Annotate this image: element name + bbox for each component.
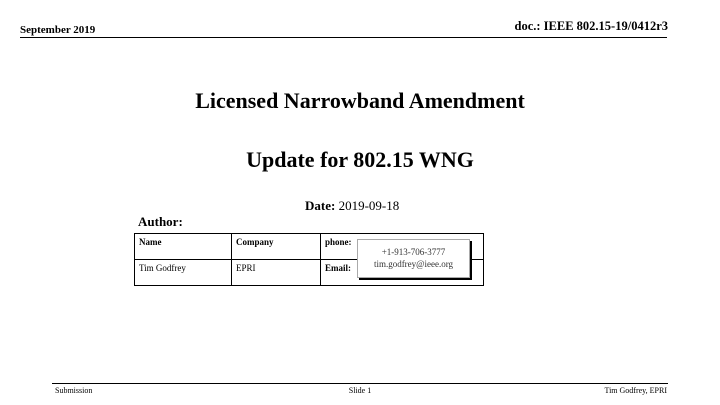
author-label: Author: [138, 214, 183, 229]
footer-slide-number: Slide 1 [348, 386, 372, 395]
header-doc-id: doc.: IEEE 802.15-19/0412r3 [514, 19, 668, 33]
footer-divider [52, 383, 668, 384]
author-company: EPRI [232, 260, 321, 286]
header-date: September 2019 [20, 24, 96, 36]
contact-phone: +1-913-706-3777 [381, 247, 446, 257]
header-phone: phone: [321, 234, 484, 260]
slide-subtitle: Update for 802.15 WNG [246, 147, 474, 172]
header-divider [20, 37, 667, 38]
header-name: Name [135, 234, 232, 260]
author-name: Tim Godfrey [135, 260, 232, 286]
date-value: 2019-09-18 [338, 198, 400, 213]
footer-author: Tim Godfrey, EPRI [604, 386, 667, 395]
email-label: Email: [321, 260, 484, 286]
contact-email: tim.godfrey@ieee.org [373, 259, 454, 269]
date-line [305, 198, 399, 214]
slide-title: Licensed Narrowband Amendment [195, 88, 525, 113]
footer-submission: Submission [55, 386, 93, 395]
header-company: Company [232, 234, 321, 260]
contact-box [357, 239, 470, 278]
date-label: Date: [305, 198, 336, 213]
